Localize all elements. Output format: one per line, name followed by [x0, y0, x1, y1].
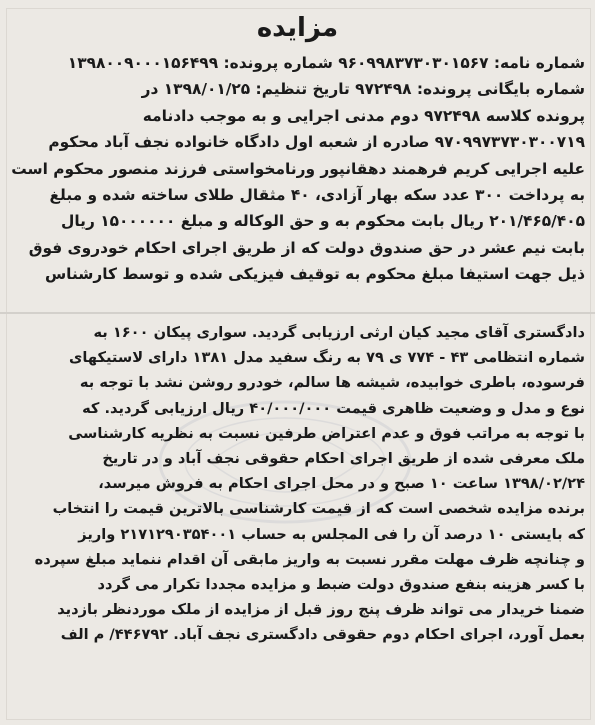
- body-line: نوع و مدل و وضعیت ظاهری قیمت ۴۰/۰۰۰/۰۰۰ ریال ارزیابی گردید. که: [82, 399, 585, 417]
- body-line: شماره بایگانی پرونده: ۹۷۲۴۹۸ تاریخ تنظیم: ۱۳۹۸/۰۱/۲۵ در: [141, 80, 585, 99]
- body-line: ضمنا خریدار می تواند ظرف پنج روز قبل از مزایده از ملک موردنظر بازدید: [57, 601, 585, 619]
- body-line: دادگستری آقای مجید کیان ارثی ارزیابی گردید. سواری پیکان ۱۶۰۰ به: [93, 324, 585, 341]
- body-line: ملک معرفی شده از طریق اجرای احکام حقوقی نجف آباد و در تاریخ: [102, 450, 585, 468]
- body-line: ذیل جهت استیفا مبلغ محکوم به توقیف فیزیکی شده و توسط کارشناس: [44, 265, 585, 284]
- body-line: علیه اجرایی کریم فرهمند دهقانپور ورنامخواستی فرزند منصور محکوم است: [11, 159, 585, 178]
- body-line: ۱۳۹۸/۰۲/۲۴ ساعت ۱۰ صبح و در محل اجرای احکام به فروش میرسد،: [98, 475, 585, 493]
- body-line: که بایستی ۱۰ درصد آن را فی المجلس به حساب ۲۱۷۱۲۹۰۳۵۴۰۰۱ واریز: [78, 525, 585, 543]
- body-line: پرونده کلاسه ۹۷۲۴۹۸ دوم مدنی اجرایی و به موجب دادنامه: [142, 106, 585, 125]
- body-line: به پرداخت ۳۰۰ عدد سکه بهار آزادی، ۴۰ مثقال طلای ساخته شده و مبلغ: [49, 186, 585, 205]
- body-line: و چنانچه ظرف مهلت مقرر نسبت به واریز مابقی آن اقدام ننماید مبلغ سپرده: [34, 550, 585, 568]
- body-line: بابت نیم عشر در حق صندوق دولت که از طریق اجرای احکام خودروی فوق: [28, 238, 585, 257]
- body-line: برنده مزایده شخصی است که از قیمت کارشناسی بالاترین قیمت را انتخاب: [52, 500, 585, 518]
- body-line: شماره نامه: ۹۶۰۹۹۸۳۷۳۰۳۰۱۵۶۷ شماره پرونده: ۱۳۹۸۰۰۹۰۰۰۱۵۶۴۹۹: [67, 54, 585, 72]
- notice-body-top: [10, 50, 585, 288]
- body-line: بعمل آورد، اجرای احکام دوم حقوقی دادگستری نجف آباد. ۴۴۶۷۹۲/ م الف: [60, 626, 585, 644]
- body-line: با توجه به مراتب فوق و عدم اعتراض طرفین نسبت به نظریه کارشناسی: [68, 424, 585, 442]
- body-line: شماره انتظامی ۴۳ - ۷۷۴ ی ۷۹ به رنگ سفید مدل ۱۳۸۱ دارای لاستیکهای: [68, 349, 585, 367]
- body-line: ۹۷۰۹۹۷۳۷۳۰۳۰۰۷۱۹ صادره از شعبه اول دادگاه خانواده نجف آباد محکوم: [48, 133, 585, 152]
- column-divider: [0, 312, 595, 314]
- notice-title: مزایده: [256, 13, 339, 43]
- notice-body-bottom: [10, 320, 585, 648]
- body-line: فرسوده، باطری خوابیده، شیشه ها سالم، خودرو روشن نشد با توجه به: [79, 374, 585, 392]
- body-line: با کسر هزینه بنفع صندوق دولت ضبط و مزایده مجددا تکرار می گردد: [97, 576, 585, 594]
- body-line: ۲۰۱/۴۶۵/۴۰۵ ریال بابت محکوم به و حق الوکاله و مبلغ ۱۵۰۰۰۰۰۰ ریال: [61, 212, 585, 231]
